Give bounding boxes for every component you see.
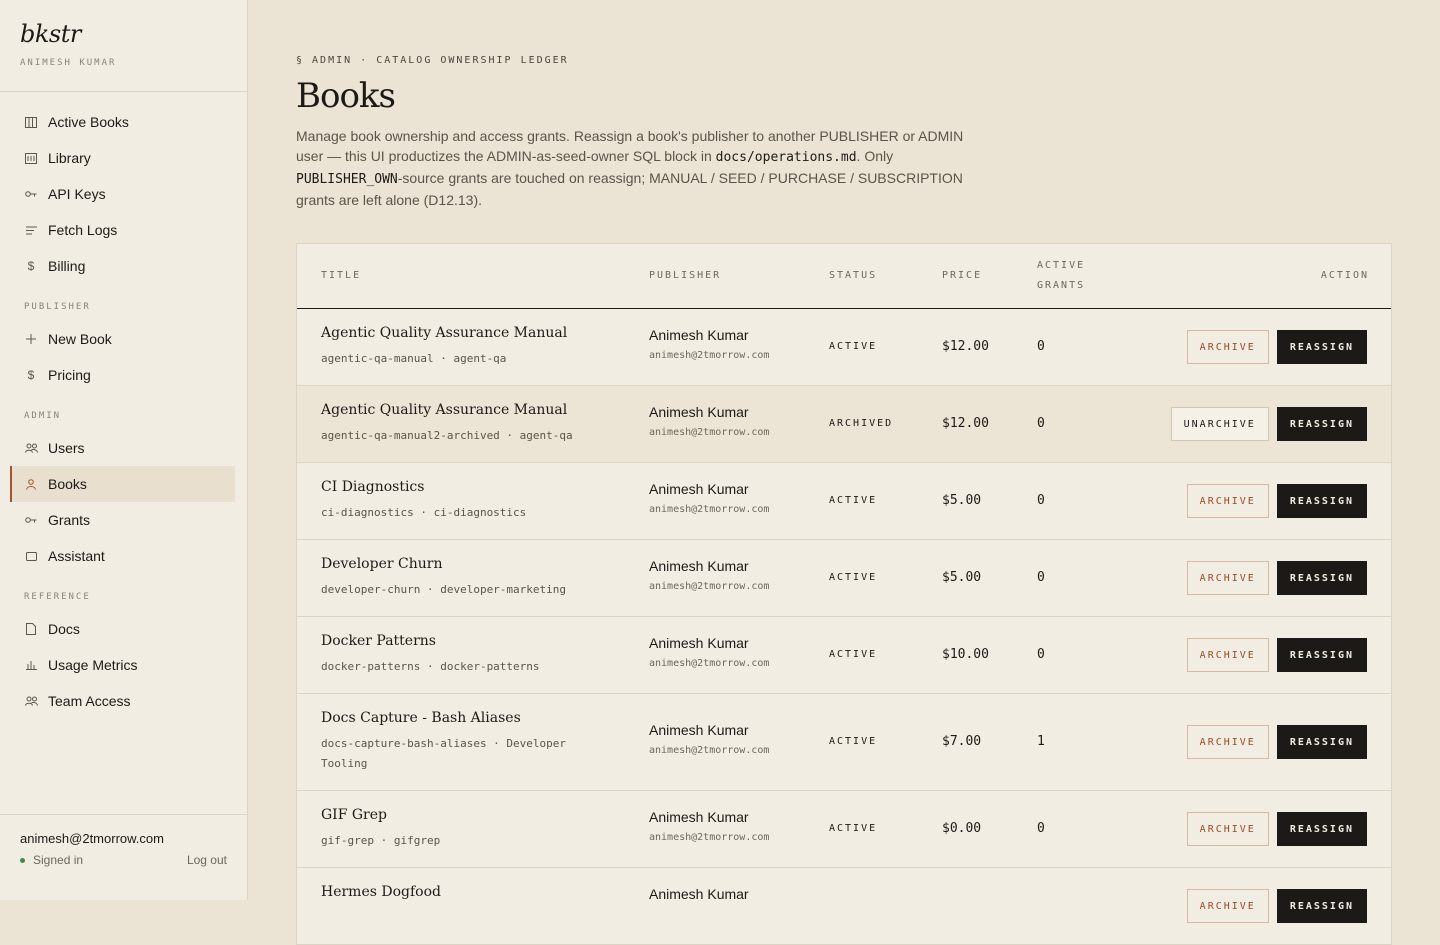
row-actions: [1187, 484, 1367, 518]
publisher-email: animesh@2tmorrow.com: [649, 504, 770, 515]
publisher-email: animesh@2tmorrow.com: [649, 745, 770, 756]
book-slug-category: docs-capture-bash-aliases · Developer Tooling: [321, 737, 567, 770]
book-title[interactable]: Docs Capture - Bash Aliases: [321, 710, 521, 726]
publisher-name: Animesh Kumar: [649, 558, 749, 574]
sidebar-item-team-access[interactable]: [10, 683, 235, 719]
book-cell: [321, 325, 591, 369]
book-title[interactable]: Docker Patterns: [321, 633, 436, 649]
sidebar-item-assistant[interactable]: [10, 538, 235, 574]
desc-text: Manage book ownership and access grants. Reassign a book's publisher to another PUBLISHER or ADMIN user — this UI productizes the ADMIN-as-seed-owner SQL block in: [296, 128, 964, 164]
books-icon: [24, 115, 38, 129]
publisher-name: Animesh Kumar: [649, 722, 749, 738]
archive-button[interactable]: ARCHIVE: [1187, 330, 1269, 364]
table-row[interactable]: [297, 617, 1391, 694]
section-label-admin: ADMIN: [24, 411, 62, 421]
book-slug-category: agentic-qa-manual2-archived · agent-qa: [321, 429, 573, 442]
sidebar-item-label: Assistant: [48, 548, 105, 564]
section-label-publisher: PUBLISHER: [24, 302, 91, 312]
status-badge: ACTIVE: [829, 649, 878, 660]
sidebar-item-label: Books: [48, 476, 87, 492]
sidebar-item-label: Billing: [48, 258, 86, 274]
row-actions: [1187, 561, 1367, 595]
price-value: $5.00: [942, 493, 982, 508]
publisher-name: Animesh Kumar: [649, 886, 749, 902]
signed-in-status: [20, 853, 83, 867]
row-actions: [1171, 407, 1367, 441]
active-grants-count: 0: [1037, 493, 1045, 508]
sidebar-item-label: New Book: [48, 331, 112, 347]
book-title[interactable]: Agentic Quality Assurance Manual: [321, 402, 568, 418]
book-cell: [321, 556, 591, 600]
sidebar-item-api-keys[interactable]: [10, 176, 235, 212]
reassign-button[interactable]: REASSIGN: [1277, 330, 1367, 364]
sidebar-item-label: Active Books: [48, 114, 129, 130]
publisher-email: animesh@2tmorrow.com: [649, 427, 770, 438]
sidebar-item-users[interactable]: [10, 430, 235, 466]
dollar-icon: $: [27, 368, 35, 382]
publisher-name: Animesh Kumar: [649, 481, 749, 497]
column-header-title[interactable]: TITLE: [321, 270, 362, 281]
sidebar-item-usage-metrics[interactable]: [10, 647, 235, 683]
table-row[interactable]: [297, 386, 1391, 463]
reassign-button[interactable]: REASSIGN: [1277, 561, 1367, 595]
archive-button[interactable]: ARCHIVE: [1187, 638, 1269, 672]
row-actions: [1187, 812, 1367, 846]
publisher-cell: [649, 809, 769, 843]
active-grants-count: 0: [1037, 339, 1045, 354]
status-badge: ACTIVE: [829, 495, 878, 506]
archive-button[interactable]: ARCHIVE: [1187, 889, 1269, 923]
book-slug-category: gif-grep · gifgrep: [321, 834, 441, 847]
desc-code-source: PUBLISHER_OWN: [296, 172, 398, 187]
sidebar-item-label: API Keys: [48, 186, 106, 202]
book-slug-category: developer-churn · developer-marketing: [321, 583, 567, 596]
page-eyebrow: § ADMIN · CATALOG OWNERSHIP LEDGER: [296, 55, 569, 66]
book-cell: [321, 479, 591, 523]
book-title[interactable]: GIF Grep: [321, 807, 388, 823]
price-value: $7.00: [942, 734, 982, 749]
brand-user: ANIMESH KUMAR: [20, 58, 117, 68]
column-header-price[interactable]: PRICE: [942, 270, 983, 281]
sidebar-item-library[interactable]: [10, 140, 235, 176]
book-slug-category: ci-diagnostics · ci-diagnostics: [321, 506, 527, 519]
book-title[interactable]: Developer Churn: [321, 556, 443, 572]
book-slug-category: docker-patterns · docker-patterns: [321, 660, 540, 673]
sidebar-item-grants[interactable]: [10, 502, 235, 538]
sidebar-item-label: Pricing: [48, 367, 91, 383]
publisher-cell: [649, 722, 769, 756]
price-value: $12.00: [942, 339, 989, 354]
row-actions: [1187, 725, 1367, 759]
active-grants-count: 0: [1037, 416, 1045, 431]
person-icon: [24, 477, 38, 491]
publisher-email: animesh@2tmorrow.com: [649, 350, 770, 361]
sidebar-item-books[interactable]: [10, 466, 235, 502]
desc-text: . Only: [856, 148, 894, 164]
sidebar-item-fetch-logs[interactable]: [10, 212, 235, 248]
sidebar-item-new-book[interactable]: [10, 321, 235, 357]
book-cell: [321, 402, 591, 446]
reassign-button[interactable]: REASSIGN: [1277, 638, 1367, 672]
dollar-icon: $: [27, 259, 35, 273]
sidebar-item-label: Grants: [48, 512, 91, 528]
column-header-status[interactable]: STATUS: [829, 270, 878, 281]
active-grants-count: 1: [1037, 734, 1045, 749]
book-slug-category: agentic-qa-manual · agent-qa: [321, 352, 507, 365]
sidebar-item-label: Usage Metrics: [48, 657, 138, 673]
status-badge: ACTIVE: [829, 572, 878, 583]
price-value: $10.00: [942, 647, 989, 662]
desc-text: -source grants are touched on reassign; MANUAL / SEED / PURCHASE / SUBSCRIPTION grants are left alone (D12.13).: [296, 170, 963, 208]
status-badge: ARCHIVED: [829, 418, 894, 429]
book-cell: [321, 884, 441, 900]
logout-link[interactable]: Log out: [186, 853, 227, 867]
section-label-reference: REFERENCE: [24, 592, 91, 602]
publisher-name: Animesh Kumar: [649, 404, 749, 420]
reassign-button[interactable]: REASSIGN: [1277, 725, 1367, 759]
sidebar-item-label: Fetch Logs: [48, 222, 118, 238]
column-header-line: GRANTS: [1037, 280, 1086, 291]
book-cell: [321, 633, 591, 677]
publisher-email: animesh@2tmorrow.com: [649, 658, 770, 669]
price-value: $0.00: [942, 821, 982, 836]
sidebar-item-billing[interactable]: [10, 248, 235, 284]
books-table: [296, 243, 1392, 945]
table-row[interactable]: [297, 694, 1391, 791]
table-header: [297, 244, 1391, 309]
archive-button[interactable]: ARCHIVE: [1187, 725, 1269, 759]
price-value: $12.00: [942, 416, 989, 431]
row-actions: [1187, 889, 1367, 923]
users-icon: [24, 694, 38, 708]
reassign-button[interactable]: REASSIGN: [1277, 889, 1367, 923]
archive-button[interactable]: ARCHIVE: [1187, 484, 1269, 518]
publisher-cell: [649, 558, 769, 592]
table-row[interactable]: [297, 463, 1391, 540]
brand-logo[interactable]: bkstr: [20, 20, 81, 48]
sidebar-item-label: Library: [48, 150, 91, 166]
status-badge: ACTIVE: [829, 736, 878, 747]
book-cell: [321, 807, 591, 851]
column-header-active-grants[interactable]: [1037, 256, 1085, 296]
column-header-line: ACTIVE: [1037, 260, 1086, 271]
reassign-button[interactable]: REASSIGN: [1277, 484, 1367, 518]
account-status-row: [20, 853, 227, 867]
book-title[interactable]: CI Diagnostics: [321, 479, 425, 495]
chat-icon: [24, 549, 38, 563]
bar-chart-icon: [24, 658, 38, 672]
sidebar-item-label: Team Access: [48, 693, 131, 709]
publisher-name: Animesh Kumar: [649, 809, 749, 825]
sidebar-item-label: Docs: [48, 621, 80, 637]
publisher-cell: [649, 481, 769, 515]
publisher-cell: [649, 327, 769, 361]
account-email: animesh@2tmorrow.com: [20, 831, 164, 846]
publisher-name: Animesh Kumar: [649, 635, 749, 651]
table-row[interactable]: [297, 868, 1391, 945]
active-grants-count: 0: [1037, 570, 1045, 585]
sidebar-footer: [0, 814, 247, 900]
publisher-email: animesh@2tmorrow.com: [649, 581, 770, 592]
row-actions: [1187, 330, 1367, 364]
table-row[interactable]: [297, 791, 1391, 868]
key-icon: [24, 513, 38, 527]
publisher-cell: [649, 886, 749, 902]
list-icon: [24, 223, 38, 237]
plus-icon: [24, 332, 38, 346]
page-description: [296, 126, 976, 210]
publisher-email: animesh@2tmorrow.com: [649, 832, 770, 843]
column-header-action: ACTION: [1320, 270, 1369, 281]
reassign-button[interactable]: REASSIGN: [1277, 407, 1367, 441]
archive-button[interactable]: ARCHIVE: [1187, 812, 1269, 846]
table-row[interactable]: [297, 309, 1391, 386]
publisher-cell: [649, 404, 769, 438]
signed-in-label: Signed in: [33, 853, 84, 867]
archive-button[interactable]: ARCHIVE: [1187, 561, 1269, 595]
active-grants-count: 0: [1037, 821, 1045, 836]
library-icon: [24, 151, 38, 165]
price-value: $5.00: [942, 570, 982, 585]
publisher-cell: [649, 635, 769, 669]
document-icon: [24, 622, 38, 636]
main-content: [296, 0, 1392, 945]
sidebar: [0, 0, 248, 900]
sidebar-item-docs[interactable]: [10, 611, 235, 647]
desc-code-path: docs/operations.md: [715, 150, 857, 165]
key-icon: [24, 187, 38, 201]
unarchive-button[interactable]: UNARCHIVE: [1171, 407, 1269, 441]
sidebar-nav: [0, 92, 247, 719]
column-header-publisher[interactable]: PUBLISHER: [649, 270, 722, 281]
brand: [0, 0, 247, 92]
page-title: Books: [296, 76, 395, 116]
row-actions: [1187, 638, 1367, 672]
sidebar-item-active-books[interactable]: [10, 104, 235, 140]
table-row[interactable]: [297, 540, 1391, 617]
status-badge: ACTIVE: [829, 341, 878, 352]
active-grants-count: 0: [1037, 647, 1045, 662]
publisher-name: Animesh Kumar: [649, 327, 749, 343]
reassign-button[interactable]: REASSIGN: [1277, 812, 1367, 846]
book-title[interactable]: Agentic Quality Assurance Manual: [321, 325, 568, 341]
sidebar-item-label: Users: [48, 440, 85, 456]
status-badge: ACTIVE: [829, 823, 878, 834]
users-icon: [24, 441, 38, 455]
online-dot-icon: [20, 858, 25, 863]
book-title[interactable]: Hermes Dogfood: [321, 884, 441, 900]
sidebar-item-pricing[interactable]: [10, 357, 235, 393]
book-cell: [321, 710, 591, 774]
